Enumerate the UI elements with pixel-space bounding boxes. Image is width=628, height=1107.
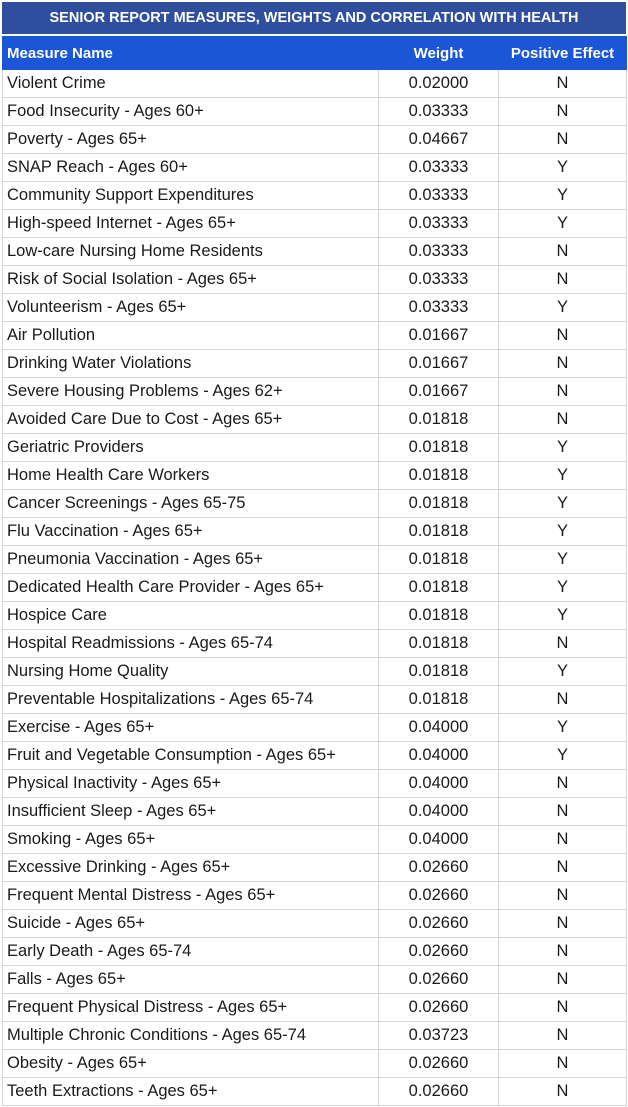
cell-positive-effect: N xyxy=(499,798,627,826)
header-measure-name: Measure Name xyxy=(3,37,379,70)
cell-measure-name: SNAP Reach - Ages 60+ xyxy=(3,154,379,182)
cell-measure-name: Home Health Care Workers xyxy=(3,462,379,490)
cell-measure-name: Insufficient Sleep - Ages 65+ xyxy=(3,798,379,826)
cell-positive-effect: N xyxy=(499,266,627,294)
table-row xyxy=(3,154,627,182)
table-row xyxy=(3,126,627,154)
table-body xyxy=(3,70,627,1106)
cell-positive-effect: N xyxy=(499,322,627,350)
cell-measure-name: Food Insecurity - Ages 60+ xyxy=(3,98,379,126)
cell-positive-effect: Y xyxy=(499,154,627,182)
cell-measure-name: Obesity - Ages 65+ xyxy=(3,1050,379,1078)
cell-measure-name: Flu Vaccination - Ages 65+ xyxy=(3,518,379,546)
cell-positive-effect: N xyxy=(499,910,627,938)
cell-positive-effect: Y xyxy=(499,658,627,686)
cell-measure-name: Exercise - Ages 65+ xyxy=(3,714,379,742)
measures-table xyxy=(2,36,627,1106)
cell-weight: 0.01818 xyxy=(379,518,499,546)
table-row xyxy=(3,1078,627,1106)
table-row xyxy=(3,98,627,126)
table-row xyxy=(3,490,627,518)
cell-weight: 0.01667 xyxy=(379,378,499,406)
cell-measure-name: Falls - Ages 65+ xyxy=(3,966,379,994)
cell-weight: 0.02660 xyxy=(379,854,499,882)
cell-weight: 0.03333 xyxy=(379,154,499,182)
cell-measure-name: Physical Inactivity - Ages 65+ xyxy=(3,770,379,798)
cell-measure-name: Severe Housing Problems - Ages 62+ xyxy=(3,378,379,406)
table-row xyxy=(3,182,627,210)
table-row xyxy=(3,1022,627,1050)
cell-measure-name: Early Death - Ages 65-74 xyxy=(3,938,379,966)
cell-measure-name: Frequent Mental Distress - Ages 65+ xyxy=(3,882,379,910)
cell-weight: 0.04667 xyxy=(379,126,499,154)
cell-measure-name: Dedicated Health Care Provider - Ages 65+ xyxy=(3,574,379,602)
cell-measure-name: Smoking - Ages 65+ xyxy=(3,826,379,854)
cell-weight: 0.01818 xyxy=(379,686,499,714)
cell-measure-name: Suicide - Ages 65+ xyxy=(3,910,379,938)
cell-weight: 0.04000 xyxy=(379,770,499,798)
table-row xyxy=(3,574,627,602)
header-row xyxy=(3,37,627,70)
cell-measure-name: Cancer Screenings - Ages 65-75 xyxy=(3,490,379,518)
table-row xyxy=(3,742,627,770)
cell-weight: 0.02660 xyxy=(379,882,499,910)
cell-weight: 0.04000 xyxy=(379,742,499,770)
cell-positive-effect: N xyxy=(499,238,627,266)
cell-positive-effect: N xyxy=(499,994,627,1022)
cell-measure-name: Frequent Physical Distress - Ages 65+ xyxy=(3,994,379,1022)
table-row xyxy=(3,238,627,266)
cell-weight: 0.04000 xyxy=(379,826,499,854)
cell-weight: 0.01667 xyxy=(379,350,499,378)
measures-table-container xyxy=(2,2,626,1106)
table-row xyxy=(3,518,627,546)
table-title: SENIOR REPORT MEASURES, WEIGHTS AND CORRELATION WITH HEALTH xyxy=(2,2,626,36)
table-row xyxy=(3,70,627,98)
cell-weight: 0.02660 xyxy=(379,994,499,1022)
cell-positive-effect: N xyxy=(499,70,627,98)
cell-measure-name: Poverty - Ages 65+ xyxy=(3,126,379,154)
cell-weight: 0.01818 xyxy=(379,602,499,630)
cell-positive-effect: N xyxy=(499,630,627,658)
cell-positive-effect: N xyxy=(499,1022,627,1050)
table-row xyxy=(3,994,627,1022)
cell-weight: 0.04000 xyxy=(379,798,499,826)
table-row xyxy=(3,322,627,350)
table-row xyxy=(3,770,627,798)
cell-measure-name: Preventable Hospitalizations - Ages 65-74 xyxy=(3,686,379,714)
cell-weight: 0.03723 xyxy=(379,1022,499,1050)
cell-measure-name: Hospital Readmissions - Ages 65-74 xyxy=(3,630,379,658)
cell-weight: 0.03333 xyxy=(379,182,499,210)
cell-weight: 0.02660 xyxy=(379,938,499,966)
cell-weight: 0.03333 xyxy=(379,294,499,322)
cell-weight: 0.01818 xyxy=(379,546,499,574)
cell-weight: 0.01818 xyxy=(379,490,499,518)
table-row xyxy=(3,798,627,826)
cell-weight: 0.02000 xyxy=(379,70,499,98)
cell-weight: 0.03333 xyxy=(379,266,499,294)
table-row xyxy=(3,938,627,966)
cell-measure-name: Geriatric Providers xyxy=(3,434,379,462)
cell-weight: 0.01818 xyxy=(379,406,499,434)
table-row xyxy=(3,882,627,910)
cell-measure-name: Community Support Expenditures xyxy=(3,182,379,210)
cell-measure-name: Volunteerism - Ages 65+ xyxy=(3,294,379,322)
cell-weight: 0.03333 xyxy=(379,238,499,266)
cell-positive-effect: N xyxy=(499,882,627,910)
cell-positive-effect: Y xyxy=(499,462,627,490)
cell-positive-effect: N xyxy=(499,378,627,406)
table-row xyxy=(3,854,627,882)
table-row xyxy=(3,658,627,686)
cell-positive-effect: Y xyxy=(499,518,627,546)
cell-positive-effect: N xyxy=(499,126,627,154)
cell-positive-effect: Y xyxy=(499,602,627,630)
cell-weight: 0.02660 xyxy=(379,1078,499,1106)
cell-positive-effect: N xyxy=(499,854,627,882)
cell-weight: 0.01818 xyxy=(379,434,499,462)
table-row xyxy=(3,266,627,294)
cell-positive-effect: N xyxy=(499,1050,627,1078)
cell-weight: 0.01667 xyxy=(379,322,499,350)
cell-positive-effect: Y xyxy=(499,182,627,210)
table-row xyxy=(3,350,627,378)
table-row xyxy=(3,966,627,994)
table-row xyxy=(3,406,627,434)
cell-positive-effect: Y xyxy=(499,714,627,742)
cell-positive-effect: Y xyxy=(499,210,627,238)
cell-positive-effect: N xyxy=(499,686,627,714)
cell-positive-effect: N xyxy=(499,770,627,798)
table-row xyxy=(3,462,627,490)
table-row xyxy=(3,378,627,406)
table-row xyxy=(3,602,627,630)
cell-positive-effect: Y xyxy=(499,294,627,322)
cell-weight: 0.01818 xyxy=(379,658,499,686)
table-row xyxy=(3,630,627,658)
cell-positive-effect: N xyxy=(499,1078,627,1106)
table-row xyxy=(3,434,627,462)
cell-measure-name: Nursing Home Quality xyxy=(3,658,379,686)
cell-weight: 0.01818 xyxy=(379,630,499,658)
cell-positive-effect: Y xyxy=(499,490,627,518)
table-row xyxy=(3,686,627,714)
cell-positive-effect: N xyxy=(499,938,627,966)
cell-positive-effect: N xyxy=(499,98,627,126)
cell-weight: 0.01818 xyxy=(379,574,499,602)
cell-positive-effect: Y xyxy=(499,434,627,462)
cell-measure-name: High-speed Internet - Ages 65+ xyxy=(3,210,379,238)
cell-measure-name: Low-care Nursing Home Residents xyxy=(3,238,379,266)
table-row xyxy=(3,910,627,938)
cell-measure-name: Violent Crime xyxy=(3,70,379,98)
cell-positive-effect: N xyxy=(499,826,627,854)
cell-measure-name: Air Pollution xyxy=(3,322,379,350)
cell-measure-name: Avoided Care Due to Cost - Ages 65+ xyxy=(3,406,379,434)
cell-weight: 0.04000 xyxy=(379,714,499,742)
table-row xyxy=(3,714,627,742)
cell-weight: 0.02660 xyxy=(379,966,499,994)
cell-positive-effect: N xyxy=(499,966,627,994)
header-positive-effect: Positive Effect xyxy=(499,37,627,70)
cell-measure-name: Risk of Social Isolation - Ages 65+ xyxy=(3,266,379,294)
cell-measure-name: Fruit and Vegetable Consumption - Ages 65+ xyxy=(3,742,379,770)
cell-measure-name: Pneumonia Vaccination - Ages 65+ xyxy=(3,546,379,574)
cell-weight: 0.02660 xyxy=(379,910,499,938)
cell-measure-name: Teeth Extractions - Ages 65+ xyxy=(3,1078,379,1106)
cell-positive-effect: N xyxy=(499,350,627,378)
table-row xyxy=(3,1050,627,1078)
cell-weight: 0.01818 xyxy=(379,462,499,490)
cell-weight: 0.03333 xyxy=(379,98,499,126)
header-weight: Weight xyxy=(379,37,499,70)
cell-measure-name: Multiple Chronic Conditions - Ages 65-74 xyxy=(3,1022,379,1050)
cell-positive-effect: Y xyxy=(499,546,627,574)
cell-positive-effect: Y xyxy=(499,742,627,770)
cell-positive-effect: Y xyxy=(499,574,627,602)
cell-weight: 0.02660 xyxy=(379,1050,499,1078)
cell-measure-name: Drinking Water Violations xyxy=(3,350,379,378)
table-row xyxy=(3,546,627,574)
cell-measure-name: Excessive Drinking - Ages 65+ xyxy=(3,854,379,882)
cell-measure-name: Hospice Care xyxy=(3,602,379,630)
cell-weight: 0.03333 xyxy=(379,210,499,238)
table-row xyxy=(3,826,627,854)
table-row xyxy=(3,210,627,238)
cell-positive-effect: N xyxy=(499,406,627,434)
table-row xyxy=(3,294,627,322)
